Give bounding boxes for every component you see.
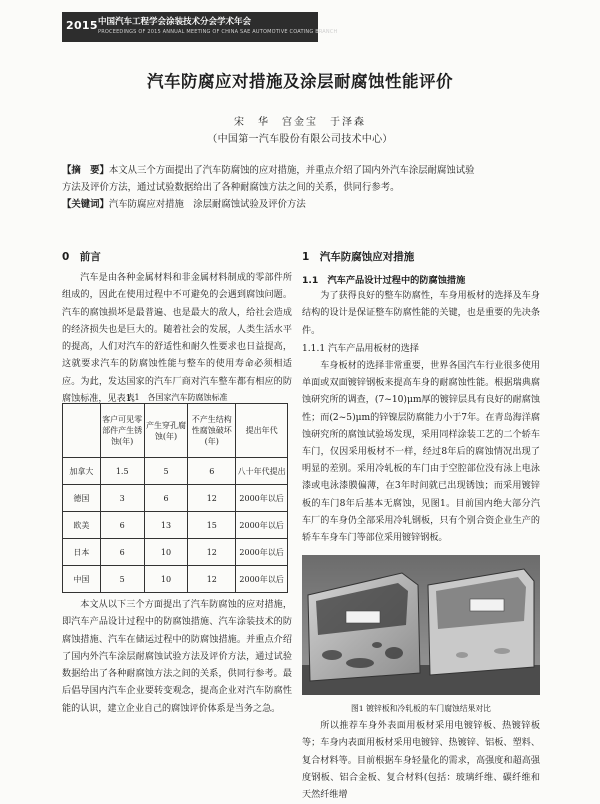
keywords-label: 【关键词】 [62,199,109,210]
figure-1-caption: 图1 镀锌板和冷轧板的车门腐蚀结果对比 [351,704,491,713]
paper-affiliation: （中国第一汽车股份有限公司技术中心） [207,134,393,145]
table-row [63,458,288,485]
table-cell: 2000年以后 [236,539,288,566]
subsection-1-1-1-title: 1.1.1 汽车产品用板材的选择 [302,344,419,354]
table-row [63,539,288,566]
figure-1-door-photos [302,555,540,695]
journal-subtitle: PROCEEDINGS OF 2015 ANNUAL MEETING OF CHINA SAE AUTOMOTIVE COATING BRANCH [98,29,338,35]
table-cell: 6 [188,458,236,485]
table-cell: 日本 [63,539,101,566]
paper-title: 汽车防腐应对措施及涂层耐腐蚀性能评价 [147,72,453,91]
table-header-cell: 产生穿孔腐蚀(年) [144,404,188,458]
door-photo-image [302,555,540,695]
abstract-block [62,162,540,213]
intro-paragraph-1: 汽车是由各种金属材料和非金属材料制成的零部件所组成的，因此在使用过程中不可避免的会遇到腐蚀问题。汽车的腐蚀损坏是最普遍、也是最大的敌人，给社会造成的经济损失也是巨大的。随着社会的发展，人类生活水平的提高，人们对汽车的舒适性和耐久性要求也日益提高，这就要求汽车的防腐蚀性能与整车的使用寿命必须相适应。为此，发达国家的汽车厂商对汽车整车都有相应的防腐蚀标准，见表1。 [62,273,292,405]
table-cell: 12 [188,539,236,566]
table-caption: 表1 各国家汽车防腐蚀标准 [126,393,228,402]
abstract-line-1: 【摘 要】本文从三个方面提出了汽车防腐蚀的应对措施，并重点介绍了国内外汽车涂层耐腐蚀试验 [62,165,475,176]
table-cell: 加拿大 [63,458,101,485]
table-cell: 12 [188,485,236,512]
paper-authors: 宋 华 宫金宝 于泽森 [234,117,366,128]
table-cell: 10 [144,566,188,593]
table-cell: 德国 [63,485,101,512]
table-cell: 2000年以后 [236,485,288,512]
intro-paragraph-2: 本文从以下三个方面提出了汽车防腐蚀的应对措施，即汽车产品设计过程中的防腐蚀措施、汽车涂装技术的防腐蚀措施、汽车在储运过程中的防腐蚀措施。并重点介绍了国内外汽车涂层耐腐蚀试验方法及评价方法，通过试验数据给出了各种耐腐蚀方法之间的关系，供同行参考。最后倡导国内汽车企业要转变观念，提高企业对汽车防腐性能的认识，建立企业自己的腐蚀评价体系是当务之急。 [62,600,292,714]
table-cell: 1.5 [100,458,144,485]
keywords-text: 汽车防腐应对措施 涂层耐腐蚀试验及评价方法 [108,199,306,210]
table-row [63,566,288,593]
journal-title: 中国汽车工程学会涂装技术分会学术年会 [98,17,252,27]
table-cell: 5 [144,458,188,485]
table-cell: 5 [100,566,144,593]
table-cell: 6 [144,485,188,512]
table-cell: 中国 [63,566,101,593]
table-cell: 10 [144,539,188,566]
section-1-title: 1 汽车防腐蚀应对措施 [302,251,415,263]
section-1-paragraph-1: 为了获得良好的整车防腐性，车身用板材的选择及车身结构的设计是保证整车防腐性能的关键，也是重要的先决条件。 [302,291,540,336]
table-cell: 2000年以后 [236,566,288,593]
section-1-paragraph-3: 所以推荐车身外表面用板材采用电镀锌板、热镀锌板等；车身内表面用板材采用电镀锌、热镀锌、铝板、塑料、复合材料等。目前根据车身轻量化的需求，高强度和超高强度钢板、铝合金板、复合材料(包括：玻璃纤维、碳纤维和天然纤维增 [302,721,540,801]
table-cell: 6 [100,539,144,566]
table-row [63,512,288,539]
abstract-label: 【摘 要】 [62,165,109,176]
section-1-paragraph-2: 车身板材的选择非常重要，世界各国汽车行业很多使用单面或双面镀锌钢板来提高车身的耐腐蚀性能。根据瑞典腐蚀研究所的调查，(7~10)μm厚的镀锌层具有良好的耐腐蚀性；而(2~5)μm的锌镍层防腐能力小于7年。在青岛海洋腐蚀研究所的腐蚀试验场发现，采用同样涂装工艺的二个轿车车门，仅因采用板材不一样，经过8年后的腐蚀情况出现了明显的差别。采用冷轧板的车门由于空腔部位没有泳上电泳漆或电泳漆膜偏薄，在3年时间就已出现锈蚀；而采用镀锌板的车门8年后基本无腐蚀，见图1。目前国内绝大部分汽车厂的车身仍全部采用冷轧钢板，只有个别合资企业生产的轿车车身车门等部位采用镀锌钢板。 [302,361,540,544]
table-cell: 13 [144,512,188,539]
table-header-row [63,404,288,458]
table-cell: 12 [188,566,236,593]
journal-year: 2015 [66,19,98,32]
table-cell: 15 [188,512,236,539]
table-cell: 2000年以后 [236,512,288,539]
table-cell: 八十年代提出 [236,458,288,485]
corrosion-standards-table [62,403,288,593]
table-row [63,485,288,512]
table-cell: 欧美 [63,512,101,539]
table-header-cell: 提出年代 [236,404,288,458]
subsection-1-1-title: 1.1 汽车产品设计过程中的防腐蚀措施 [302,275,466,286]
table-cell: 3 [100,485,144,512]
section-0-title: 0 前言 [62,251,101,263]
table-header-cell: 客户可见零部件产生锈蚀(年) [100,404,144,458]
keywords-line [62,196,540,213]
abstract-line-2: 方法及评价方法，通过试验数据给出了各种耐腐蚀方法之间的关系，供同行参考。 [62,182,400,193]
table-cell: 6 [100,512,144,539]
table-header-cell [63,404,101,458]
table-header-cell: 不产生结构性腐蚀破坏(年) [188,404,236,458]
